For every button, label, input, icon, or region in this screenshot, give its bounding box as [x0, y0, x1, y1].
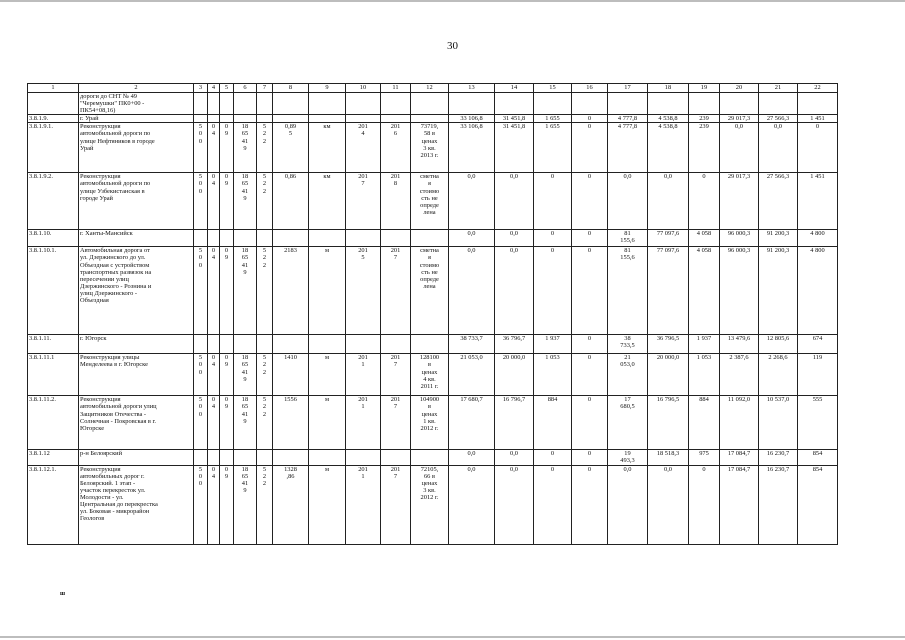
table-cell: 16 796,5: [648, 396, 689, 450]
table-cell: 119: [798, 354, 838, 396]
header-cell: 9: [309, 84, 346, 93]
table-cell: 201 7: [381, 396, 411, 450]
table-cell: 0,0: [449, 173, 495, 230]
table-cell: 29 017,3: [720, 173, 759, 230]
table-cell: 3.8.1.11.1: [28, 354, 79, 396]
table-cell: [257, 450, 273, 465]
table-cell: км: [309, 123, 346, 173]
table-cell: [194, 335, 208, 354]
table-cell: 5 0 0: [194, 173, 208, 230]
budget-table: [27, 83, 838, 545]
table-cell: 201 8: [381, 173, 411, 230]
table-row: [28, 230, 838, 247]
table-cell: Реконструкция автомобильной дороги по улице Узбекистанская в городе Урай: [79, 173, 194, 230]
table-cell: р-н Белоярский: [79, 450, 194, 465]
table-cell: 3.8.1.10.: [28, 230, 79, 247]
table-cell: 0,0: [495, 247, 534, 335]
table-row: [28, 396, 838, 450]
header-cell: 22: [798, 84, 838, 93]
table-cell: 18 65 41 9: [234, 396, 257, 450]
table-cell: 29 017,3: [720, 115, 759, 123]
table-cell: 36 796,7: [495, 335, 534, 354]
table-cell: 21 053,0: [608, 354, 648, 396]
table-cell: 0 4: [208, 354, 220, 396]
table-cell: 1 053: [534, 354, 572, 396]
table-cell: 0 9: [220, 247, 234, 335]
table-cell: 1 655: [534, 123, 572, 173]
table-cell: 0: [689, 465, 720, 544]
table-cell: 0 9: [220, 123, 234, 173]
table-row: [28, 247, 838, 335]
table-cell: [273, 115, 309, 123]
table-cell: 0,0: [495, 173, 534, 230]
table-cell: 1 451: [798, 115, 838, 123]
table-cell: 5 0 0: [194, 465, 208, 544]
table-cell: [309, 230, 346, 247]
table-cell: 0: [572, 247, 608, 335]
table-cell: 1410: [273, 354, 309, 396]
page-number: 30: [447, 40, 458, 52]
table-cell: 0: [534, 465, 572, 544]
table-cell: 96 000,3: [720, 230, 759, 247]
scan-bottom-edge: [0, 636, 905, 638]
table-cell: 3.8.1.9.1.: [28, 123, 79, 173]
table-cell: 27 566,3: [759, 115, 798, 123]
table-cell: [798, 93, 838, 115]
table-cell: 18 65 41 9: [234, 354, 257, 396]
table-cell: 18 518,3: [648, 450, 689, 465]
table-cell: 4 538,8: [648, 115, 689, 123]
table-cell: 12 805,6: [759, 335, 798, 354]
table-cell: 2 268,6: [759, 354, 798, 396]
table-cell: 0: [572, 173, 608, 230]
table-cell: дороги до СНТ № 49 "Черемушки" ПК0+00 - ПК54+08,16): [79, 93, 194, 115]
table-cell: 0: [572, 354, 608, 396]
table-cell: 73719, 58 в ценах 3 кв. 2013 г.: [411, 123, 449, 173]
table-cell: 1 655: [534, 115, 572, 123]
table-row: [28, 173, 838, 230]
table-cell: 201 4: [346, 123, 381, 173]
table-cell: 0: [572, 230, 608, 247]
table-cell: 201 1: [346, 396, 381, 450]
table-cell: 201 1: [346, 354, 381, 396]
header-cell: 15: [534, 84, 572, 93]
table-cell: Реконструкция автомобильной дороги улиц Защитников Отечества - Солнечная - Покровская в г. Югорске: [79, 396, 194, 450]
table-cell: [257, 335, 273, 354]
table-cell: [273, 335, 309, 354]
table-cell: 0,0: [449, 465, 495, 544]
table-cell: [381, 230, 411, 247]
table-cell: [346, 115, 381, 123]
table-cell: 0: [534, 450, 572, 465]
table-cell: 201 7: [381, 354, 411, 396]
table-cell: 2 387,6: [720, 354, 759, 396]
table-cell: сметна я стоимо сть не опреде лена: [411, 247, 449, 335]
table-cell: 0: [798, 123, 838, 173]
table-cell: 0 4: [208, 465, 220, 544]
table-cell: 0: [572, 123, 608, 173]
table-cell: [495, 93, 534, 115]
table-cell: 81 155,6: [608, 247, 648, 335]
table-cell: [411, 93, 449, 115]
table-cell: 17 680,5: [608, 396, 648, 450]
header-cell: 2: [79, 84, 194, 93]
table-cell: 104900 в ценах 1 кв. 2012 г.: [411, 396, 449, 450]
table-header-row: [28, 84, 838, 93]
table-cell: 5 2 2: [257, 354, 273, 396]
table-cell: [220, 335, 234, 354]
table-cell: 555: [798, 396, 838, 450]
table-cell: 5 0 0: [194, 354, 208, 396]
header-cell: 8: [273, 84, 309, 93]
table-cell: 0,0: [449, 450, 495, 465]
table-cell: 27 566,3: [759, 173, 798, 230]
table-cell: [234, 93, 257, 115]
table-cell: 5 2 2: [257, 396, 273, 450]
table-cell: 4 058: [689, 247, 720, 335]
header-cell: 20: [720, 84, 759, 93]
table-cell: 1 937: [534, 335, 572, 354]
table-cell: 91 200,3: [759, 247, 798, 335]
table-cell: 1 053: [689, 354, 720, 396]
table-cell: 11 092,0: [720, 396, 759, 450]
header-cell: 1: [28, 84, 79, 93]
table-cell: 0,0: [608, 465, 648, 544]
table-cell: 36 796,5: [648, 335, 689, 354]
table-cell: м: [309, 396, 346, 450]
table-cell: [220, 450, 234, 465]
table-cell: 0,0: [495, 450, 534, 465]
table-cell: 5 2 2: [257, 465, 273, 544]
table-cell: 0,0: [608, 173, 648, 230]
table-cell: г. Ханты-Мансийск: [79, 230, 194, 247]
table-cell: 3.8.1.12: [28, 450, 79, 465]
table-cell: 0: [572, 465, 608, 544]
table-cell: г. Югорск: [79, 335, 194, 354]
table-cell: [28, 93, 79, 115]
table-cell: 0: [572, 335, 608, 354]
table-cell: 201 7: [346, 173, 381, 230]
table-cell: 91 200,3: [759, 230, 798, 247]
table-cell: [411, 115, 449, 123]
table-cell: [381, 450, 411, 465]
table-cell: 3.8.1.12.1.: [28, 465, 79, 544]
table-cell: Реконструкция автомобильной дороги по улице Нефтяников в городе Урай: [79, 123, 194, 173]
table-cell: 0: [572, 396, 608, 450]
table-cell: 0,0: [759, 123, 798, 173]
table-cell: 0,89 5: [273, 123, 309, 173]
table-cell: 3.8.1.11.: [28, 335, 79, 354]
table-cell: 0 9: [220, 465, 234, 544]
table-cell: [208, 93, 220, 115]
table-cell: [309, 115, 346, 123]
table-cell: 1556: [273, 396, 309, 450]
footer-mark: ш: [60, 591, 66, 597]
table-cell: 0 4: [208, 396, 220, 450]
table-row: [28, 123, 838, 173]
table-cell: 201 5: [346, 247, 381, 335]
table-cell: 0,0: [449, 230, 495, 247]
table-cell: [346, 450, 381, 465]
table-cell: 1328 ,86: [273, 465, 309, 544]
table-cell: 3.8.1.10.1.: [28, 247, 79, 335]
table-cell: 1 937: [689, 335, 720, 354]
table-cell: 3.8.1.9.2.: [28, 173, 79, 230]
table-cell: 0 9: [220, 396, 234, 450]
table-cell: 16 796,7: [495, 396, 534, 450]
table-cell: м: [309, 465, 346, 544]
table-row: [28, 354, 838, 396]
table-cell: 4 777,8: [608, 115, 648, 123]
table-cell: 31 451,8: [495, 123, 534, 173]
table-cell: [381, 335, 411, 354]
table-cell: [449, 93, 495, 115]
table-cell: 38 733,7: [449, 335, 495, 354]
table-cell: [208, 230, 220, 247]
table-cell: 33 106,8: [449, 115, 495, 123]
header-cell: 3: [194, 84, 208, 93]
table-cell: [273, 93, 309, 115]
table-cell: 0 4: [208, 247, 220, 335]
table-cell: [220, 115, 234, 123]
table-cell: 0,0: [449, 247, 495, 335]
table-cell: Автомобильная дорога от ул. Дзержинского до ул. Объездная с устройством транспортных развязок на пересечении улиц Дзержинского - Рознина и улиц Дзержинского - Объездная: [79, 247, 194, 335]
table-cell: 201 7: [381, 247, 411, 335]
table-cell: 2183: [273, 247, 309, 335]
table-cell: г. Урай: [79, 115, 194, 123]
table-cell: 0: [572, 115, 608, 123]
table-cell: м: [309, 247, 346, 335]
table-cell: [572, 93, 608, 115]
table-cell: 18 65 41 9: [234, 173, 257, 230]
table-cell: [381, 115, 411, 123]
table-cell: 4 800: [798, 230, 838, 247]
table-cell: 19 493,3: [608, 450, 648, 465]
table-cell: 0: [572, 450, 608, 465]
table-cell: 20 000,0: [495, 354, 534, 396]
header-cell: 19: [689, 84, 720, 93]
table-cell: [346, 230, 381, 247]
table-cell: 77 097,6: [648, 230, 689, 247]
table-cell: [759, 93, 798, 115]
header-cell: 18: [648, 84, 689, 93]
table-cell: [194, 93, 208, 115]
table-cell: 0 4: [208, 173, 220, 230]
header-cell: 14: [495, 84, 534, 93]
table-cell: 201 6: [381, 123, 411, 173]
header-cell: 7: [257, 84, 273, 93]
table-cell: 5 0 0: [194, 247, 208, 335]
header-cell: 10: [346, 84, 381, 93]
table-cell: 17 084,7: [720, 450, 759, 465]
table-cell: 18 65 41 9: [234, 247, 257, 335]
table-row: [28, 465, 838, 544]
table-cell: 201 1: [346, 465, 381, 544]
table-cell: 0,0: [495, 465, 534, 544]
table-cell: 13 479,6: [720, 335, 759, 354]
table-cell: [346, 335, 381, 354]
table-cell: 0: [689, 173, 720, 230]
table-cell: 201 7: [381, 465, 411, 544]
table-cell: 96 000,3: [720, 247, 759, 335]
table-cell: 239: [689, 123, 720, 173]
table-cell: 16 230,7: [759, 465, 798, 544]
table-cell: [273, 230, 309, 247]
table-cell: 38 733,5: [608, 335, 648, 354]
scan-top-edge: [0, 0, 905, 2]
table-cell: [534, 93, 572, 115]
header-cell: 11: [381, 84, 411, 93]
table-cell: 239: [689, 115, 720, 123]
table-cell: 0,0: [648, 173, 689, 230]
table-cell: [648, 93, 689, 115]
table-cell: 5 2 2: [257, 173, 273, 230]
table-cell: [220, 93, 234, 115]
table-cell: 16 230,7: [759, 450, 798, 465]
table-cell: 0 9: [220, 173, 234, 230]
table-cell: 18 65 41 9: [234, 123, 257, 173]
table-row: [28, 335, 838, 354]
header-cell: 21: [759, 84, 798, 93]
table-cell: [309, 93, 346, 115]
header-cell: 4: [208, 84, 220, 93]
table-cell: 0,86: [273, 173, 309, 230]
table-cell: 0 9: [220, 354, 234, 396]
table-cell: 77 097,6: [648, 247, 689, 335]
table-cell: 0,0: [495, 230, 534, 247]
table-cell: 0: [534, 230, 572, 247]
table-cell: 0,0: [720, 123, 759, 173]
table-cell: [257, 93, 273, 115]
table-cell: [194, 230, 208, 247]
table-cell: [234, 335, 257, 354]
table-cell: 18 65 41 9: [234, 465, 257, 544]
table-cell: 20 000,0: [648, 354, 689, 396]
table-cell: 17 084,7: [720, 465, 759, 544]
table-cell: [257, 230, 273, 247]
table-cell: [194, 115, 208, 123]
table-cell: 3.8.1.9.: [28, 115, 79, 123]
header-cell: 13: [449, 84, 495, 93]
table-cell: [720, 93, 759, 115]
table-row: [28, 115, 838, 123]
table-cell: [608, 93, 648, 115]
header-cell: 16: [572, 84, 608, 93]
table-cell: 674: [798, 335, 838, 354]
table-cell: 0 4: [208, 123, 220, 173]
table-cell: 1 451: [798, 173, 838, 230]
table-cell: [208, 335, 220, 354]
table-cell: 884: [689, 396, 720, 450]
table-cell: [309, 335, 346, 354]
table-cell: Реконструкция автомобильных дорог г. Белоярский. 1 этап - участок перекресток ул. Молодости - ул. Центральная до перекрестка ул. Боковая - микрорайон Геологов: [79, 465, 194, 544]
table-cell: 854: [798, 465, 838, 544]
table-cell: [689, 93, 720, 115]
table-cell: 4 538,8: [648, 123, 689, 173]
header-cell: 17: [608, 84, 648, 93]
table-cell: сметна я стоимо сть не опреде лена: [411, 173, 449, 230]
table-cell: [208, 115, 220, 123]
table-cell: 10 537,0: [759, 396, 798, 450]
table-cell: 854: [798, 450, 838, 465]
table-cell: [234, 115, 257, 123]
header-cell: 6: [234, 84, 257, 93]
table-cell: 5 0 0: [194, 123, 208, 173]
table-cell: [194, 450, 208, 465]
table-cell: 5 2 2: [257, 123, 273, 173]
table-cell: 72105, 66 в ценах 3 кв. 2012 г.: [411, 465, 449, 544]
table-cell: 3.8.1.11.2.: [28, 396, 79, 450]
table-cell: км: [309, 173, 346, 230]
table-cell: 0,0: [648, 465, 689, 544]
table-cell: м: [309, 354, 346, 396]
table-cell: [234, 450, 257, 465]
table-cell: [234, 230, 257, 247]
table-cell: 33 106,8: [449, 123, 495, 173]
table-cell: 17 680,7: [449, 396, 495, 450]
table-cell: [411, 450, 449, 465]
table-cell: 81 155,6: [608, 230, 648, 247]
table-cell: [220, 230, 234, 247]
table-cell: [411, 335, 449, 354]
table-cell: [381, 93, 411, 115]
table-row: [28, 450, 838, 465]
table-row: [28, 93, 838, 115]
table-cell: [309, 450, 346, 465]
table-cell: 4 800: [798, 247, 838, 335]
table-cell: 884: [534, 396, 572, 450]
table-cell: 0: [534, 247, 572, 335]
table-cell: [257, 115, 273, 123]
table-cell: [346, 93, 381, 115]
table-cell: 21 053,0: [449, 354, 495, 396]
header-cell: 5: [220, 84, 234, 93]
table-cell: 128100 в ценах 4 кв. 2011 г.: [411, 354, 449, 396]
table-cell: 4 777,8: [608, 123, 648, 173]
table-cell: Реконструкция улицы Менделеева в г. Югорске: [79, 354, 194, 396]
table-cell: 5 0 0: [194, 396, 208, 450]
table-cell: 31 451,8: [495, 115, 534, 123]
table-cell: [411, 230, 449, 247]
table-cell: 4 058: [689, 230, 720, 247]
table-cell: [208, 450, 220, 465]
table-cell: [273, 450, 309, 465]
header-cell: 12: [411, 84, 449, 93]
table-cell: 975: [689, 450, 720, 465]
table-cell: 0: [534, 173, 572, 230]
table-cell: 5 2 2: [257, 247, 273, 335]
